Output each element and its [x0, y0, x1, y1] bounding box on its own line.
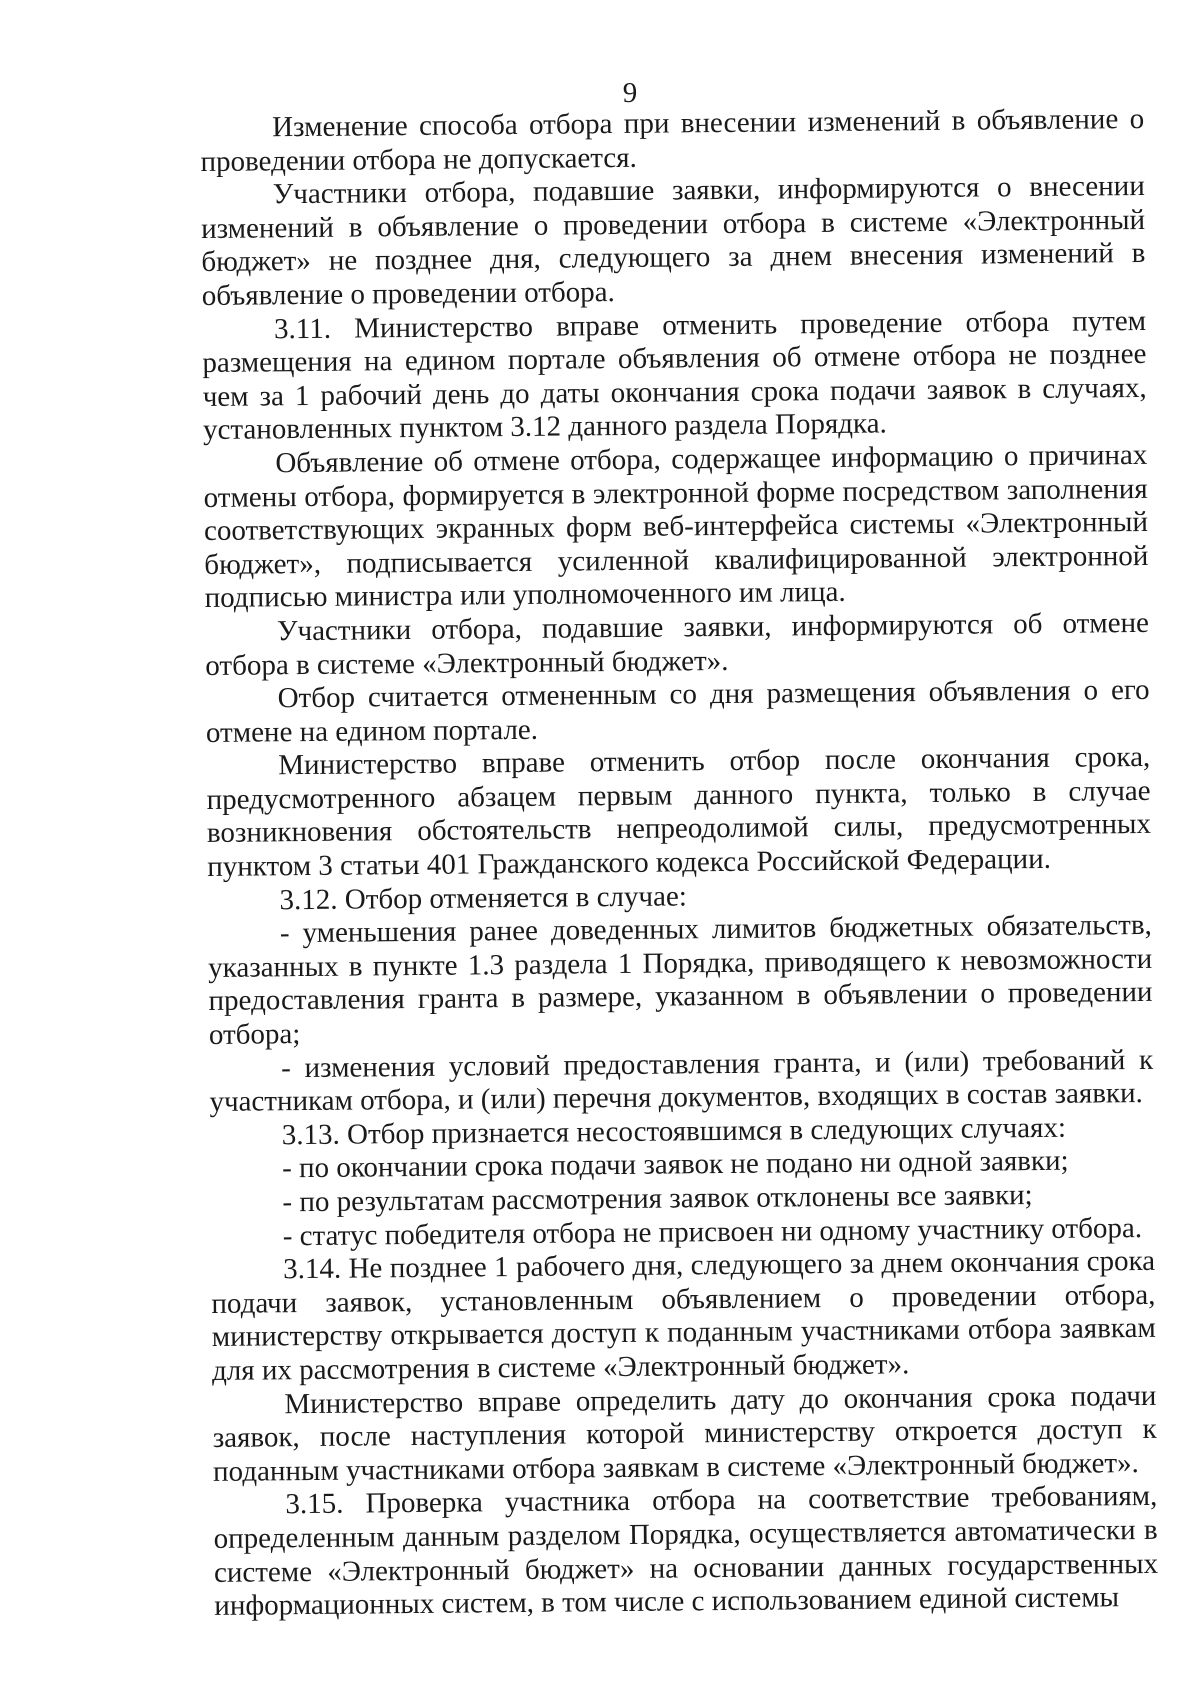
- list-item: - по окончании срока подачи заявок не подано ни одной заявки;: [281, 1145, 1069, 1185]
- paragraph: Участники отбора, подавшие заявки, информируются об отмене отбора в системе «Электронный бюджет».: [205, 606, 1150, 682]
- list-item: - по результатам рассмотрения заявок отклонены все заявки;: [282, 1179, 1033, 1219]
- list-item: - статус победителя отбора не присвоен ни одному участнику отбора.: [282, 1211, 1143, 1252]
- paragraph: 3.12. Отбор отменяется в случае:: [279, 880, 687, 916]
- page-number: 9: [622, 77, 638, 109]
- paragraph: Отбор считается отмененным со дня размещения объявления о его отмене на едином портале.: [205, 674, 1150, 749]
- list-item: - уменьшения ранее доведенных лимитов бюджетных обязательств, указанных в пункте 1.3 раздела 1 Порядка, приводящего к невозможности предоставления гранта в размере, указанном в объявлении о проведении отбора;: [208, 909, 1153, 1051]
- paragraph: 3.11. Министерство вправе отменить проведение отбора путем размещения на едином портале объявления об отмене отбора не позднее чем за 1 рабочий день до даты окончания срока подачи заявок в случаях, установленных пунктом 3.12 данного раздела Порядка.: [202, 304, 1147, 447]
- paragraph: Министерство вправе определить дату до окончания срока подачи заявок, после наступления которой министерству откроется доступ к поданным участниками отбора заявкам в системе «Электронный бюджет».: [212, 1379, 1157, 1488]
- paragraph: 3.13. Отбор признается несостоявшимся в следующих случаях:: [281, 1111, 1067, 1152]
- document-body: [200, 103, 1158, 1624]
- paragraph: Изменение способа отбора при внесении изменений в объявление о проведении отбора не допускается.: [200, 102, 1145, 178]
- paragraph: 3.14. Не позднее 1 рабочего дня, следующего за днем окончания срока подачи заявок, установленным объявлением о проведении отбора, министерству открывается доступ к поданным участниками отбора заявкам для их рассмотрения в системе «Электронный бюджет».: [211, 1245, 1156, 1387]
- paragraph: Министерство вправе отменить отбор после окончания срока, предусмотренного абзацем первым данного пункта, только в случае возникновения обстоятельств непреодолимой силы, предусмотренных пунктом 3 статьи 401 Гражданского кодекса Российской Федерации.: [206, 741, 1152, 884]
- paragraph: Участники отбора, подавшие заявки, информируются о внесении изменений в объявление о проведении отбора в системе «Электронный бюджет» не позднее дня, следующего за днем внесения изменений в объявление о проведении отбора.: [200, 170, 1146, 312]
- list-item: - изменения условий предоставления гранта, и (или) требований к участникам отбора, и (или) перечня документов, входящих в состав заявки.: [209, 1043, 1154, 1119]
- paragraph: 3.15. Проверка участника отбора на соответствие требованиям, определенным данным разделом Порядка, осуществляется автоматически в системе «Электронный бюджет» на основании данных государственных информационных систем, в том числе с использованием единой системы: [213, 1480, 1159, 1623]
- paragraph: Объявление об отмене отбора, содержащее информацию о причинах отмены отбора, формируется в электронной форме посредством заполнения соответствующих экранных форм веб-интерфейса системы «Электронный бюджет», подписывается усиленной квалифицированной электронной подписью министра или уполномоченного им лица.: [203, 438, 1149, 615]
